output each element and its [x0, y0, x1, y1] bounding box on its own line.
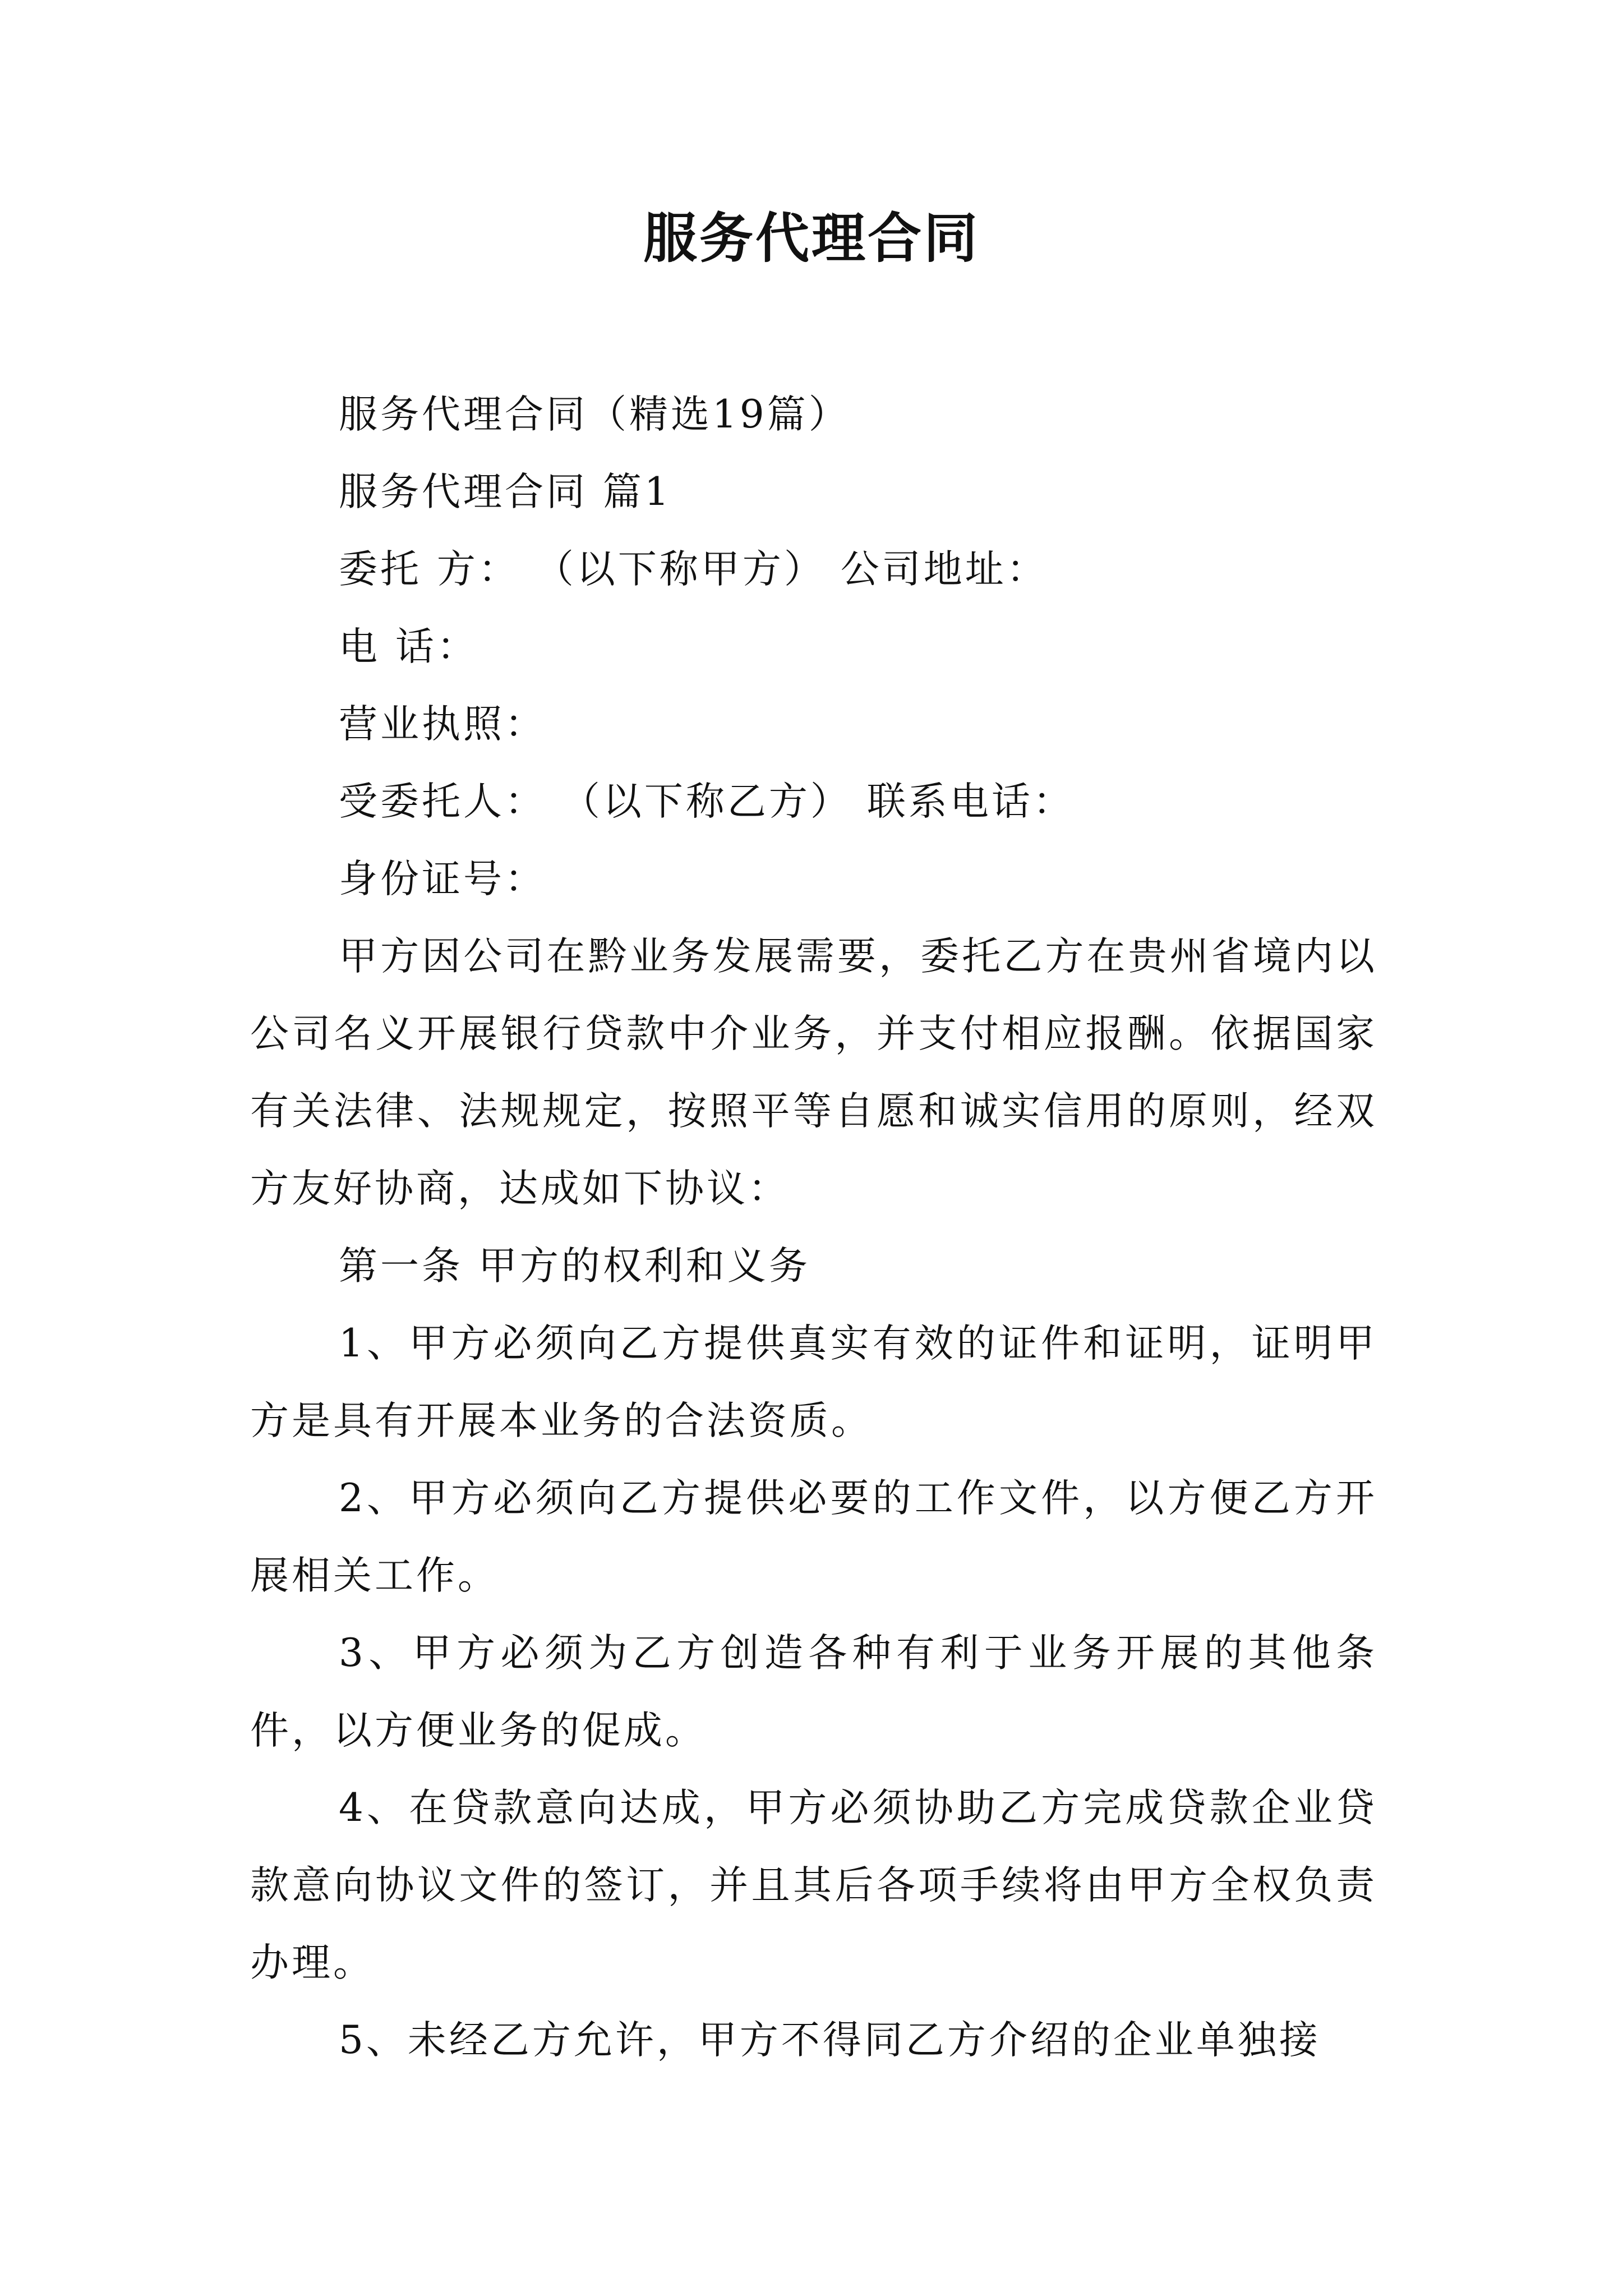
section-heading: 服务代理合同 篇1 — [339, 470, 672, 514]
document-body — [250, 376, 1377, 2079]
article-heading: 第一条 甲方的权利和义务 — [339, 1244, 810, 1289]
clause-paragraph: 5、未经乙方允许，甲方不得同乙方介绍的企业单独接 — [339, 2018, 1321, 2063]
clause-paragraph: 4、在贷款意向达成，甲方必须协助乙方完成贷款企业贷款意向协议文件的签订，并且其后各项手续将由甲方全权负责办理。 — [250, 1786, 1377, 1985]
clause-paragraph: 1、甲方必须向乙方提供真实有效的证件和证明，证明甲方是具有开展本业务的合法资质。 — [250, 1321, 1377, 1443]
clause-paragraph: 2、甲方必须向乙方提供必要的工作文件，以方便乙方开展相关工作。 — [250, 1476, 1377, 1598]
id-number-field: 身份证号： — [339, 857, 546, 901]
document-title: 服务代理合同 — [643, 206, 980, 270]
phone-field: 电 话： — [339, 624, 478, 669]
preamble-paragraph: 甲方因公司在黔业务发展需要，委托乙方在贵州省境内以公司名义开展银行贷款中介业务，并支付相应报酬。依据国家有关法律、法规规定，按照平等自愿和诚实信用的原则，经双方友好协商，达成如下协议： — [250, 934, 1377, 1211]
principal-field: 委托 方： （以下称甲方） 公司地址： — [339, 547, 1048, 592]
agent-field: 受委托人： （以下称乙方） 联系电话： — [339, 779, 1075, 824]
subtitle-paragraph: 服务代理合同（精选19篇） — [339, 392, 850, 437]
clause-paragraph: 3、甲方必须为乙方创造各种有利于业务开展的其他条件，以方便业务的促成。 — [250, 1631, 1377, 1753]
business-license-field: 营业执照： — [339, 702, 546, 747]
